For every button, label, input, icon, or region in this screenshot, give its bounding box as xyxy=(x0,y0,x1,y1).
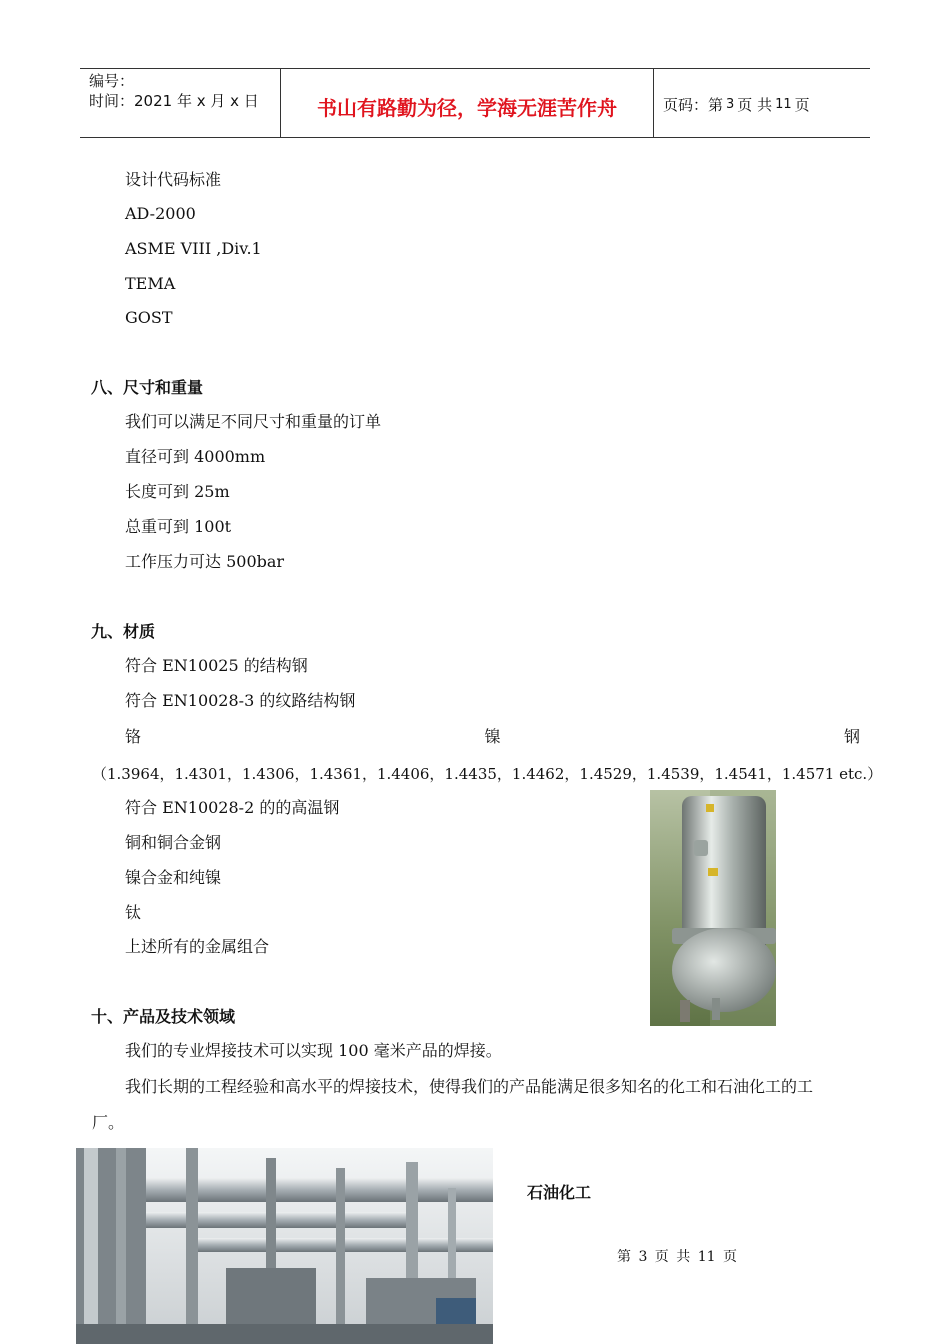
design-code-item: AD-2000 xyxy=(125,204,196,223)
section-10-paragraph-continued: 厂。 xyxy=(92,1113,125,1132)
page-header xyxy=(80,68,870,138)
spread-word: 铬 xyxy=(125,727,142,746)
section-8-line: 直径可到 4000mm xyxy=(125,447,266,466)
design-code-item: GOST xyxy=(125,308,173,327)
section-10-heading: 十、产品及技术领域 xyxy=(91,1007,236,1026)
section-10-paragraph: 我们长期的工程经验和高水平的焊接技术，使得我们的产品能满足很多知名的化工和石油化工的工 xyxy=(125,1077,814,1096)
section-9-line: 符合 EN10025 的结构钢 xyxy=(125,656,308,675)
section-9-line: 钛 xyxy=(125,903,142,922)
section-9-line: 铜和铜合金钢 xyxy=(125,833,222,852)
photo-caption: 石油化工 xyxy=(527,1183,592,1202)
page-prefix: 页码：第 xyxy=(663,95,724,114)
section-8-line: 长度可到 25m xyxy=(125,482,230,501)
page-footer: 第 3 页 共 11 页 xyxy=(617,1249,737,1265)
page-mid: 页 共 xyxy=(737,95,773,114)
section-8-line: 总重可到 100t xyxy=(125,517,232,536)
petrochemical-plant-photo xyxy=(76,1148,493,1344)
document-number-label: 编号： xyxy=(89,72,135,90)
design-code-item: ASME VIII ,Div.1 xyxy=(125,239,262,258)
design-code-item: TEMA xyxy=(125,274,176,293)
section-9-line: 上述所有的金属组合 xyxy=(125,937,270,956)
header-motto: 书山有路勤为径，学海无涯苦作舟 xyxy=(281,69,654,137)
page-suffix: 页 xyxy=(794,95,810,114)
steel-grades-list: （1.3964，1.4301，1.4306，1.4361，1.4406，1.4435，1.4462，1.4529，1.4539，1.4541，1.4571 etc.） xyxy=(92,765,883,783)
header-left-cell xyxy=(80,69,281,137)
document-time-label: 时间：2021 年 x 月 x 日 xyxy=(89,92,259,110)
section-9-justified-line xyxy=(125,727,860,747)
page-current: 3 xyxy=(726,96,735,112)
section-9-line: 镍合金和纯镍 xyxy=(125,868,222,887)
section-9-line: 符合 EN10028-3 的纹路结构钢 xyxy=(125,691,356,710)
heat-exchanger-photo xyxy=(650,790,776,1026)
section-8-line: 我们可以满足不同尺寸和重量的订单 xyxy=(125,412,382,431)
page-total: 11 xyxy=(775,96,792,112)
spread-word: 镍 xyxy=(484,727,501,746)
section-8-line: 工作压力可达 500bar xyxy=(125,552,285,571)
section-9-heading: 九、材质 xyxy=(91,622,156,641)
design-codes-title: 设计代码标准 xyxy=(125,170,222,189)
section-9-line: 符合 EN10028-2 的的高温钢 xyxy=(125,798,340,817)
spread-word: 钢 xyxy=(843,727,860,746)
section-10-paragraph: 我们的专业焊接技术可以实现 100 毫米产品的焊接。 xyxy=(125,1041,502,1060)
header-page-indicator xyxy=(654,69,870,137)
section-8-heading: 八、尺寸和重量 xyxy=(91,378,204,397)
